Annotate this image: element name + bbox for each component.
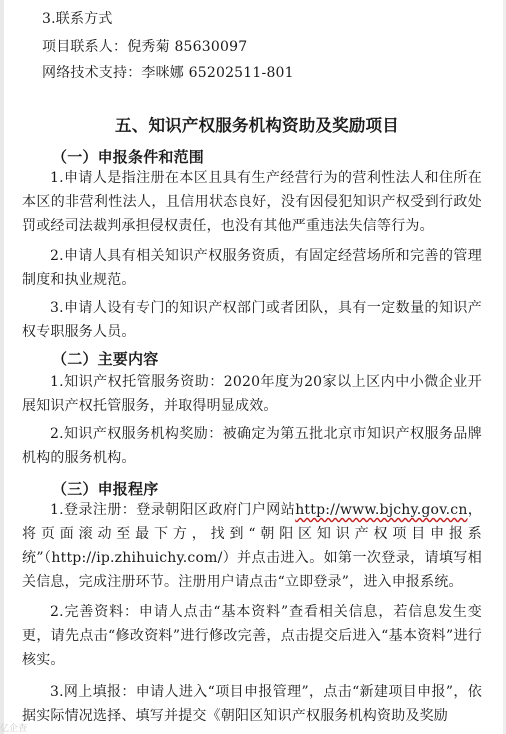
tech-support-contact: 网络技术支持：李咪娜 65202511-801 bbox=[42, 65, 294, 81]
project-contact: 项目联系人：倪秀菊 85630097 bbox=[42, 39, 248, 55]
procedure-paragraph-2: 2.完善资料：申请人点击“基本资料”查看相关信息，若信息发生变更，请先点击“修改资料”进行修改完善，点击提交后进入“基本资料”进行核实。 bbox=[22, 604, 482, 668]
watermark-text: 亿企查 bbox=[0, 724, 28, 734]
condition-paragraph-1: 1.申请人是指注册在本区且具有生产经营行为的营利性法人和住所在本区的非营利性法人，且信用状态良好，没有因侵犯知识产权受到行政处罚或经司法裁判承担侵权责任，也没有其他严重违法失信等行为。 bbox=[22, 170, 482, 234]
procedure-paragraph-1 bbox=[22, 498, 482, 594]
procedure-paragraph-3: 3.网上填报：申请人进入“项目申报管理”，点击“新建项目申报”，依据实际情况选择、填写并提交《朝阳区知识产权服务机构资助及奖励 bbox=[22, 684, 482, 724]
content-paragraph-1: 1.知识产权托管服务资助：2020年度为20家以上区内中小微企业开展知识产权托管服务，并取得明显成效。 bbox=[22, 374, 482, 414]
condition-paragraph-2: 2.申请人具有相关知识产权服务资质，有固定经营场所和完善的管理制度和执业规范。 bbox=[22, 248, 482, 288]
district-portal-link[interactable]: http://www.bjchy.gov.cn bbox=[295, 502, 468, 518]
subsection-heading-conditions: （一）申报条件和范围 bbox=[52, 148, 205, 166]
procedure-1-text: 1.登录注册：登录朝阳区政府门户网站 bbox=[50, 502, 296, 518]
page-left-edge bbox=[0, 0, 4, 734]
subsection-heading-procedure: （三）申报程序 bbox=[52, 480, 159, 498]
condition-paragraph-3: 3.申请人设有专门的知识产权部门或者团队，具有一定数量的知识产权专职服务人员。 bbox=[22, 300, 482, 340]
subsection-heading-content: （二）主要内容 bbox=[52, 350, 159, 368]
procedure-1-rest: ，将页面滚动至最下方，找到“朝阳区知识产权项目申报系统”（http://ip.zhihuichy.com/）并点击进入。如第一次登录，请填写相关信息，完成注册环节。注册用户请点击“立即登录”，进入申报系统。 bbox=[22, 502, 482, 590]
contact-heading: 3.联系方式 bbox=[42, 11, 113, 27]
content-paragraph-2: 2.知识产权服务机构奖励：被确定为第五批北京市知识产权服务品牌机构的服务机构。 bbox=[22, 426, 482, 466]
section-title: 五、知识产权服务机构资助及奖励项目 bbox=[115, 116, 399, 135]
